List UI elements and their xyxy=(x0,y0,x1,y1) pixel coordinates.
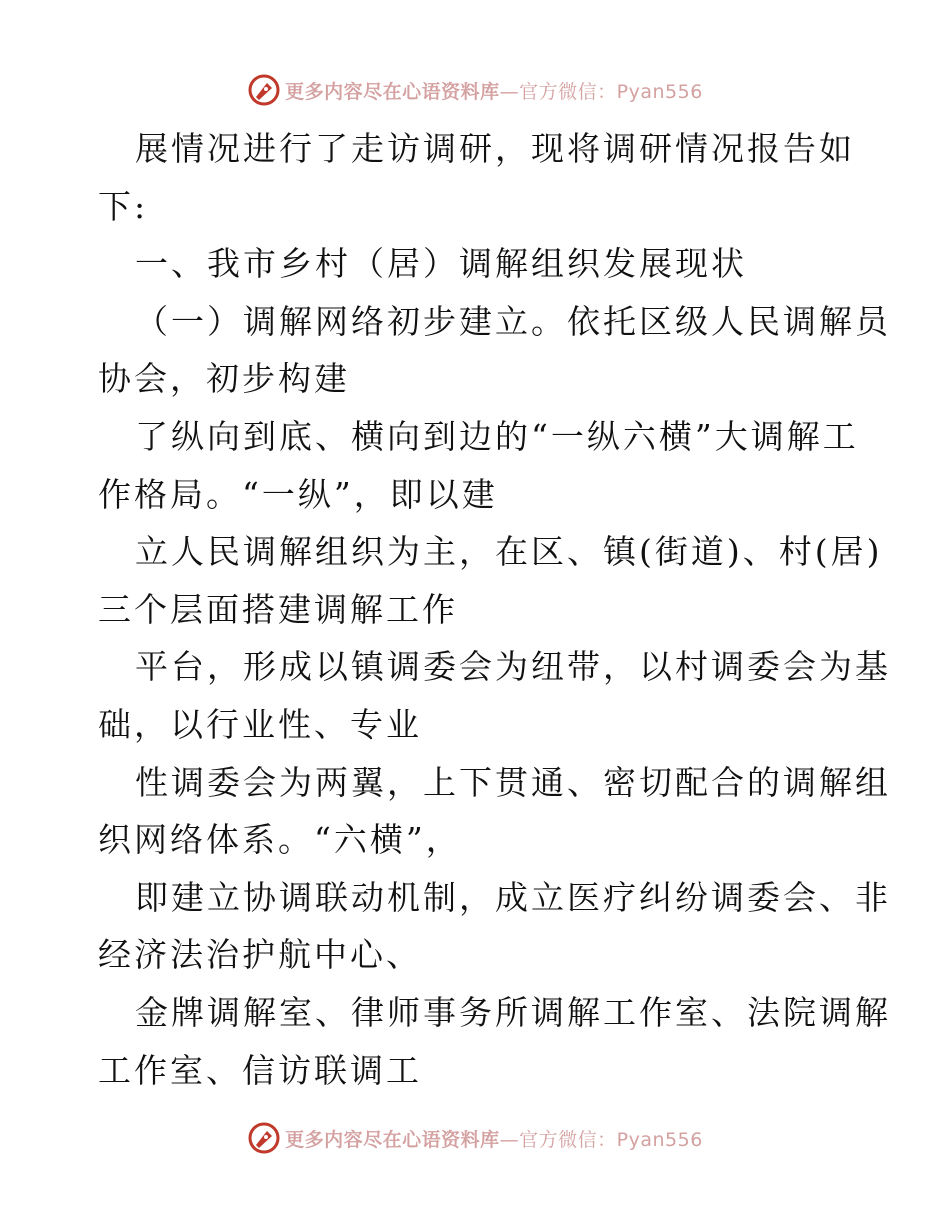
paragraph-line: 即建立协调联动机制，成立医疗纠纷调委会、非 xyxy=(135,877,891,917)
paragraph-line: 了纵向到底、横向到边的“一纵六横”大调解工 xyxy=(135,416,859,456)
pen-nib-logo-icon xyxy=(247,1121,281,1155)
watermark-contact: —官方微信：Pyan556 xyxy=(499,1128,703,1151)
watermark-brand: 更多内容尽在心语资料库 xyxy=(285,80,500,103)
paragraph-line: 作格局。“一纵”，即以建 xyxy=(98,474,498,514)
paragraph-line: 立人民调解组织为主，在区、镇(街道)、村(居) xyxy=(135,532,883,572)
paragraph-line: 三个层面搭建调解工作 xyxy=(98,589,458,629)
paragraph-line: （一）调解网络初步建立。依托区级人民调解员 xyxy=(135,301,891,341)
paragraph-line: 础，以行业性、专业 xyxy=(98,704,422,744)
paragraph-line: 协会，初步构建 xyxy=(98,359,350,399)
paragraph-line: 平台，形成以镇调委会为纽带，以村调委会为基 xyxy=(135,647,891,687)
paragraph-line: 织网络体系。“六横”， xyxy=(98,820,462,860)
document-body xyxy=(98,120,891,1099)
watermark-brand: 更多内容尽在心语资料库 xyxy=(285,1128,500,1151)
pen-nib-logo-icon xyxy=(247,73,281,107)
watermark-contact: —官方微信：Pyan556 xyxy=(499,80,703,103)
paragraph-line: 金牌调解室、律师事务所调解工作室、法院调解 xyxy=(135,992,891,1032)
paragraph-line: 经济法治护航中心、 xyxy=(98,935,422,975)
paragraph-line: 下: xyxy=(98,186,149,226)
section-heading: 一、我市乡村（居）调解组织发展现状 xyxy=(135,244,747,284)
paragraph-line: 工作室、信访联调工 xyxy=(98,1050,422,1090)
watermark-banner-top xyxy=(0,70,950,110)
paragraph-line: 性调委会为两翼，上下贯通、密切配合的调解组 xyxy=(135,762,891,802)
paragraph-line: 展情况进行了走访调研，现将调研情况报告如 xyxy=(135,129,855,168)
watermark-banner-bottom xyxy=(0,1118,950,1158)
